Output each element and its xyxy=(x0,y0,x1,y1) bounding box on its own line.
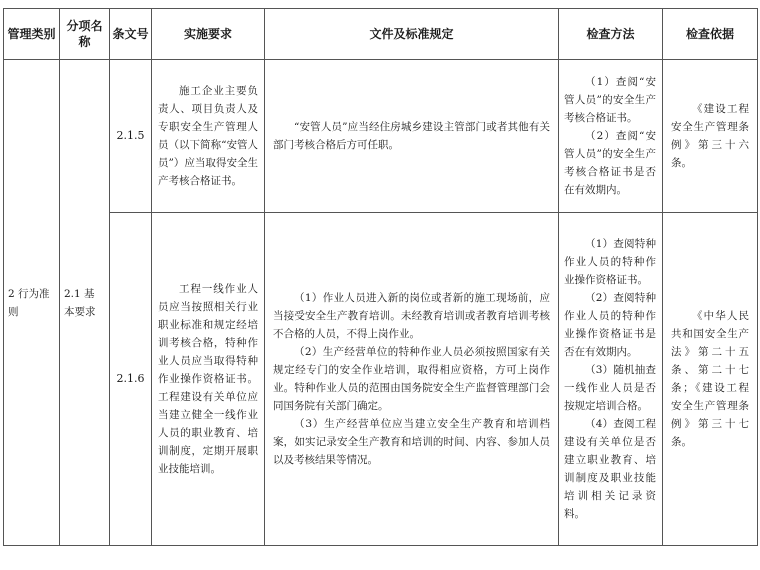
method-item: （1）查阅“安管人员”的安全生产考核合格证书。 xyxy=(564,76,656,124)
basis-text: 《建设工程安全生产管理条例》第三十六条。 xyxy=(671,103,749,169)
header-row xyxy=(4,9,758,60)
standards-table-container xyxy=(3,8,757,546)
basis-cell xyxy=(663,60,758,213)
header-basis: 检查依据 xyxy=(663,9,758,60)
table-row xyxy=(4,213,758,546)
category-text: 2 行为准则 xyxy=(8,287,50,318)
clause-cell: 2.1.6 xyxy=(110,213,152,546)
standard-paragraph: “安管人员”应当经住房城乡建设主管部门或者其他有关部门考核合格后方可任职。 xyxy=(273,121,550,151)
clause-cell: 2.1.5 xyxy=(110,60,152,213)
requirement-text: 施工企业主要负责人、项目负责人及专职安全生产管理人员（以下简称“安管人员”）应当取得安全生产考核合格证书。 xyxy=(158,85,258,187)
standard-paragraph: （2）生产经营单位的特种作业人员必须按照国家有关规定经专门的安全作业培训，取得相应资格，方可上岗作业。特种作业人员的范围由国务院安全生产监督管理部门会同国务院有关部门确定。 xyxy=(273,346,550,412)
subcategory-cell xyxy=(60,60,110,546)
basis-cell xyxy=(663,213,758,546)
requirement-text: 工程一线作业人员应当按照相关行业职业标准和规定经培训考核合格，特种作业人员应当取得特种作业操作资格证书。工程建设有关单位应当建立健全一线作业人员的职业教育、培训制度，定期开展职业技能培训。 xyxy=(158,283,258,475)
table-row xyxy=(4,60,758,213)
method-item: （2）查阅“安管人员”的安全生产考核合格证书是否在有效期内。 xyxy=(564,130,656,196)
standards-table xyxy=(3,8,758,546)
method-cell xyxy=(559,213,663,546)
method-item: （4）查阅工程建设有关单位是否建立职业教育、培训制度及职业技能培训相关记录资料。 xyxy=(564,418,656,520)
method-item: （2）查阅特种作业人员的特种作业操作资格证书是否在有效期内。 xyxy=(564,292,656,358)
header-category: 管理类别 xyxy=(4,9,60,60)
basis-text: 《中华人民共和国安全生产法》第二十五条、第二十七条；《建设工程安全生产管理条例》第三十七条。 xyxy=(671,310,749,448)
method-item: （3）随机抽查一线作业人员是否按规定培训合格。 xyxy=(564,364,656,412)
requirement-cell xyxy=(152,60,265,213)
subcategory-text: 2.1 基本要求 xyxy=(64,287,96,318)
header-requirement: 实施要求 xyxy=(152,9,265,60)
header-method: 检查方法 xyxy=(559,9,663,60)
standard-cell xyxy=(265,213,559,546)
standard-paragraph: （1）作业人员进入新的岗位或者新的施工现场前，应当接受安全生产教育培训。未经教育培训或者教育培训考核不合格的人员，不得上岗作业。 xyxy=(273,292,550,340)
header-subcategory-text: 分项名称 xyxy=(66,19,103,49)
header-standard: 文件及标准规定 xyxy=(265,9,559,60)
standard-paragraph: （3）生产经营单位应当建立安全生产教育和培训档案，如实记录安全生产教育和培训的时间、内容、参加人员以及考核结果等情况。 xyxy=(273,418,550,466)
header-clause: 条文号 xyxy=(110,9,152,60)
requirement-cell xyxy=(152,213,265,546)
category-cell xyxy=(4,60,60,546)
method-item: （1）查阅特种作业人员的特种作业操作资格证书。 xyxy=(564,238,656,286)
method-cell xyxy=(559,60,663,213)
standard-cell xyxy=(265,60,559,213)
header-subcategory xyxy=(60,9,110,60)
